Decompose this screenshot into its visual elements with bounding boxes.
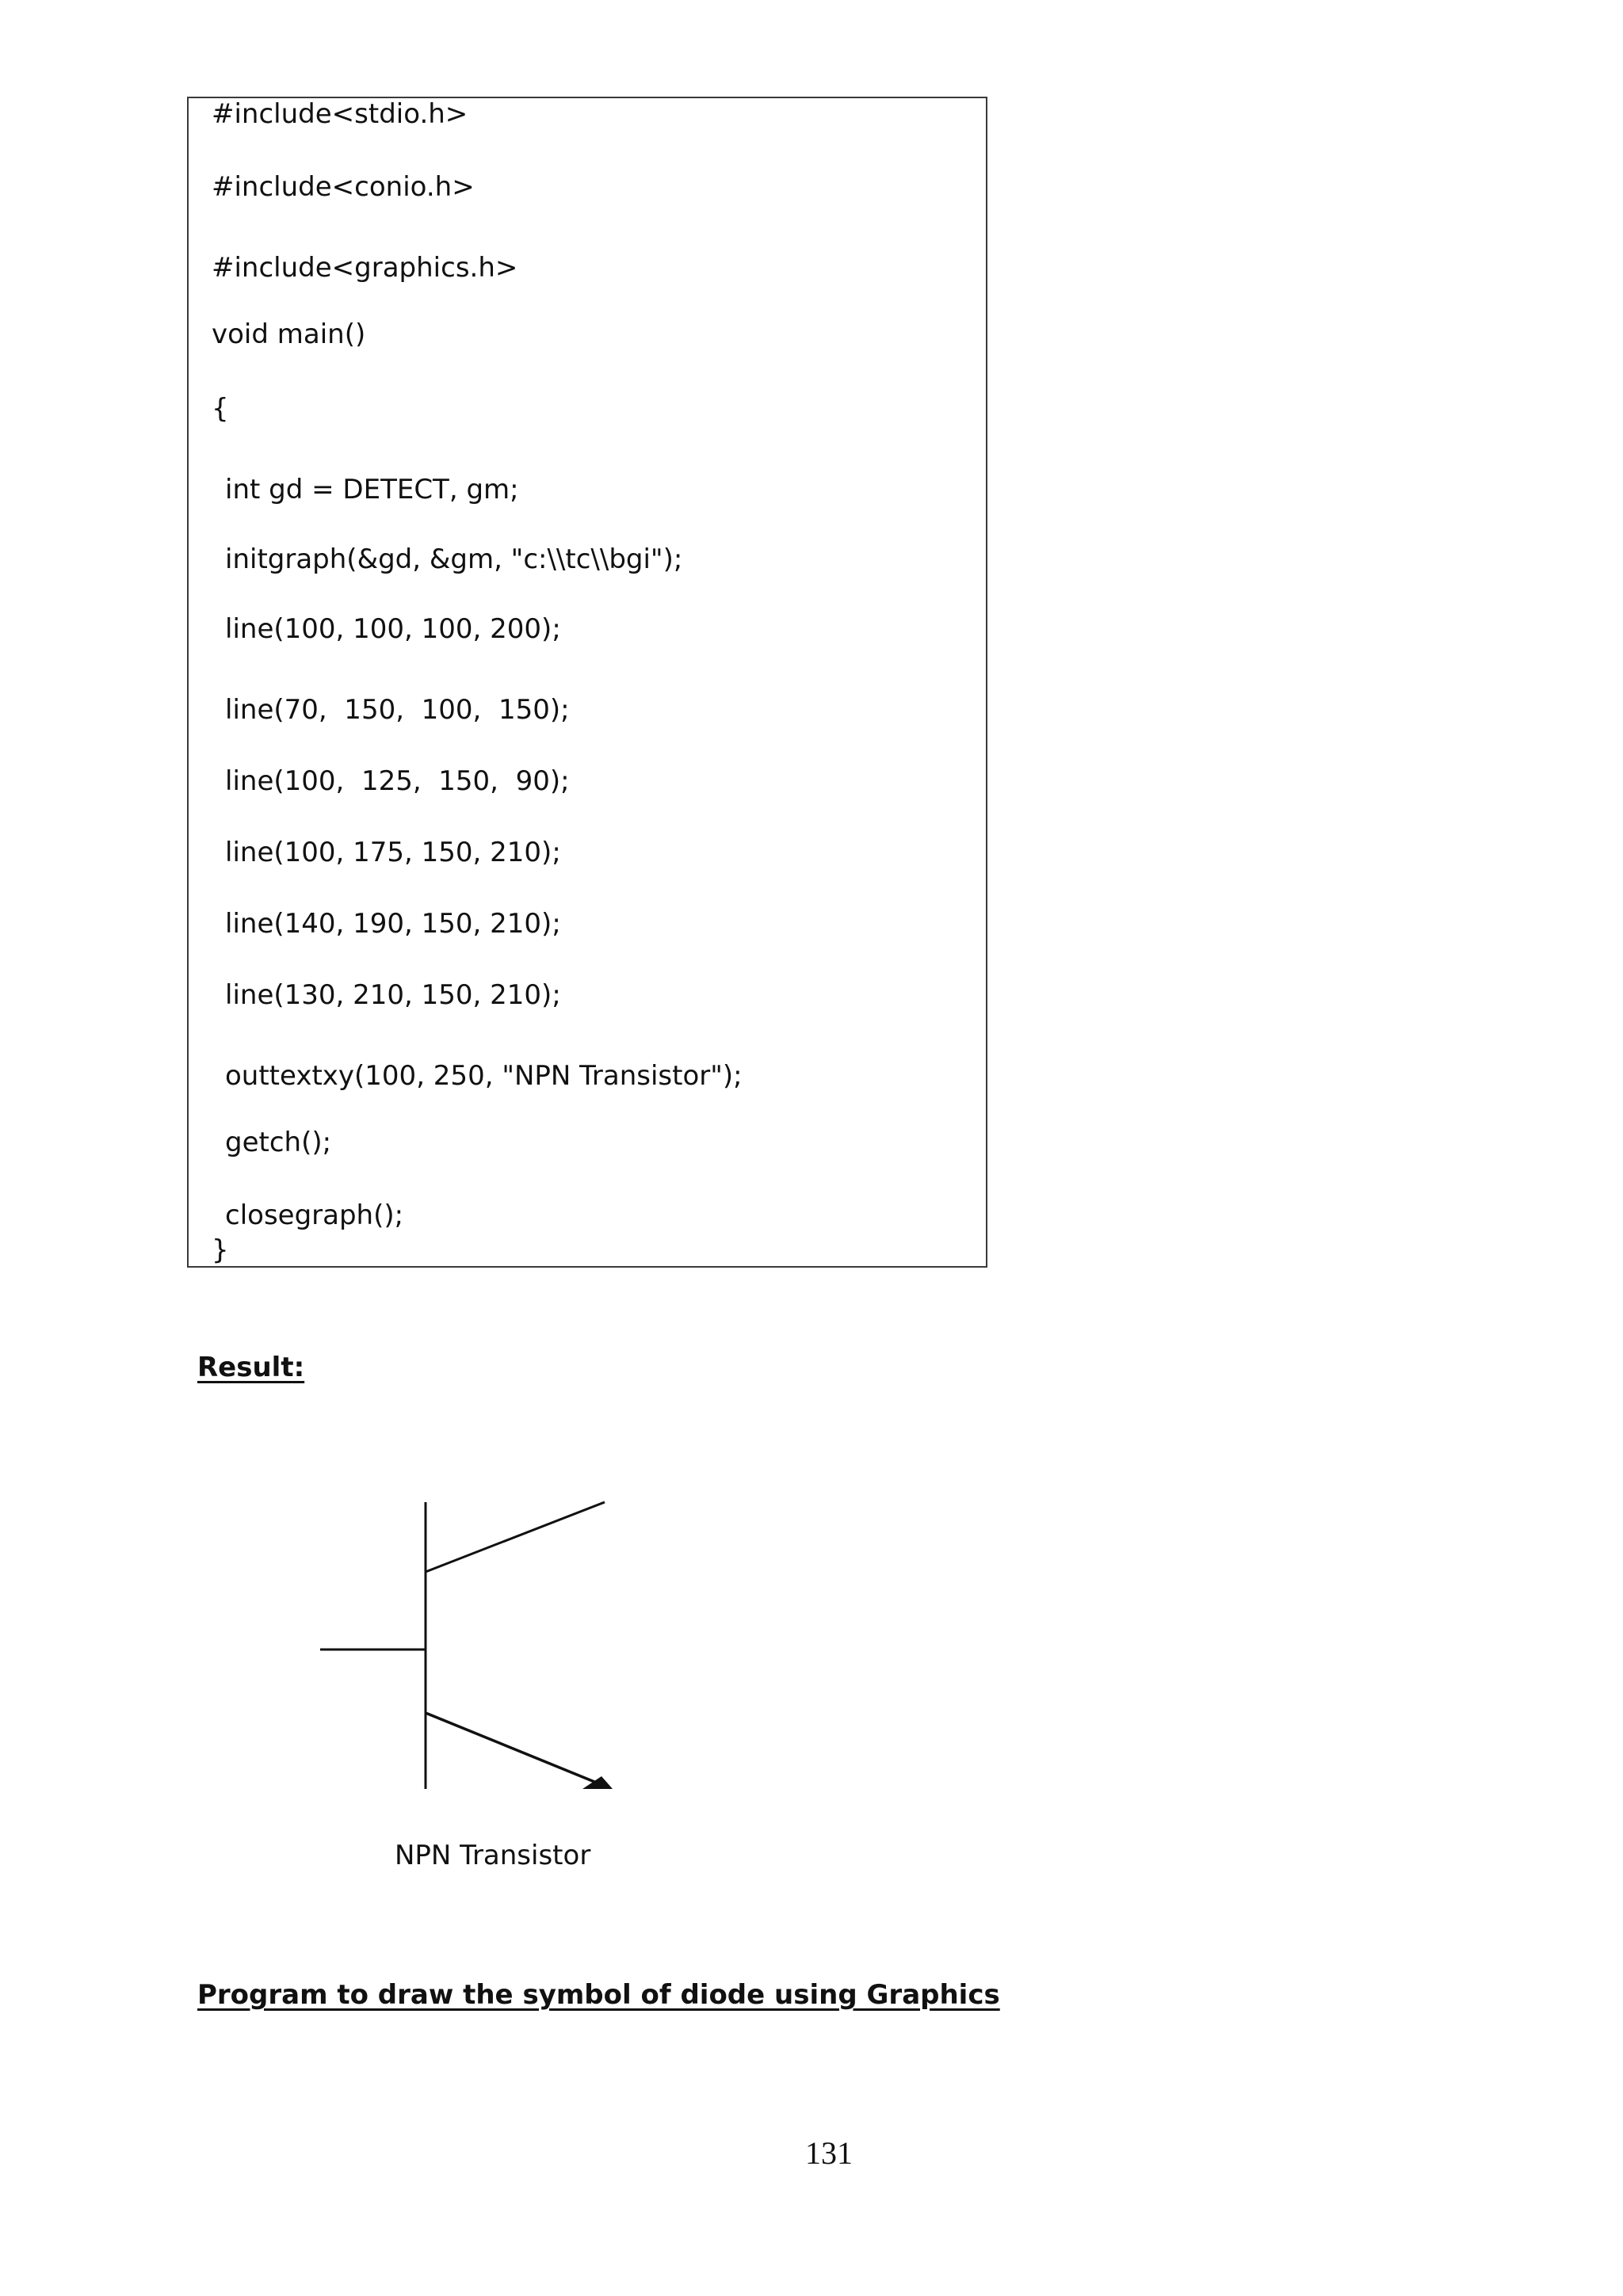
emitter-lead xyxy=(426,1713,598,1783)
code-line: line(100, 100, 100, 200); xyxy=(225,613,561,645)
code-line: closegraph(); xyxy=(225,1199,404,1231)
figure-caption: NPN Transistor xyxy=(395,1840,591,1871)
code-line: #include<graphics.h> xyxy=(212,252,518,284)
page-number: 131 xyxy=(805,2135,853,2171)
code-line: int gd = DETECT, gm; xyxy=(225,474,519,505)
code-line: #include<stdio.h> xyxy=(212,98,468,130)
code-line: { xyxy=(212,393,229,425)
code-line: initgraph(&gd, &gm, "c:\\tc\\bgi"); xyxy=(225,543,683,575)
collector-lead xyxy=(426,1502,605,1572)
code-line: line(70, 150, 100, 150); xyxy=(225,694,570,726)
result-heading: Result: xyxy=(197,1352,305,1383)
code-line: outtextxy(100, 250, "NPN Transistor"); xyxy=(225,1060,743,1092)
code-line: getch(); xyxy=(225,1127,332,1158)
code-line: } xyxy=(212,1234,229,1266)
code-line: line(100, 125, 150, 90); xyxy=(225,765,570,797)
code-line: line(130, 210, 150, 210); xyxy=(225,979,561,1011)
code-line: #include<conio.h> xyxy=(212,171,475,203)
npn-transistor-diagram xyxy=(301,1489,634,1791)
code-line: void main() xyxy=(212,318,366,350)
code-line: line(100, 175, 150, 210); xyxy=(225,837,561,868)
code-line: line(140, 190, 150, 210); xyxy=(225,908,561,940)
section-heading: Program to draw the symbol of diode using Graphics xyxy=(197,1979,1000,2011)
